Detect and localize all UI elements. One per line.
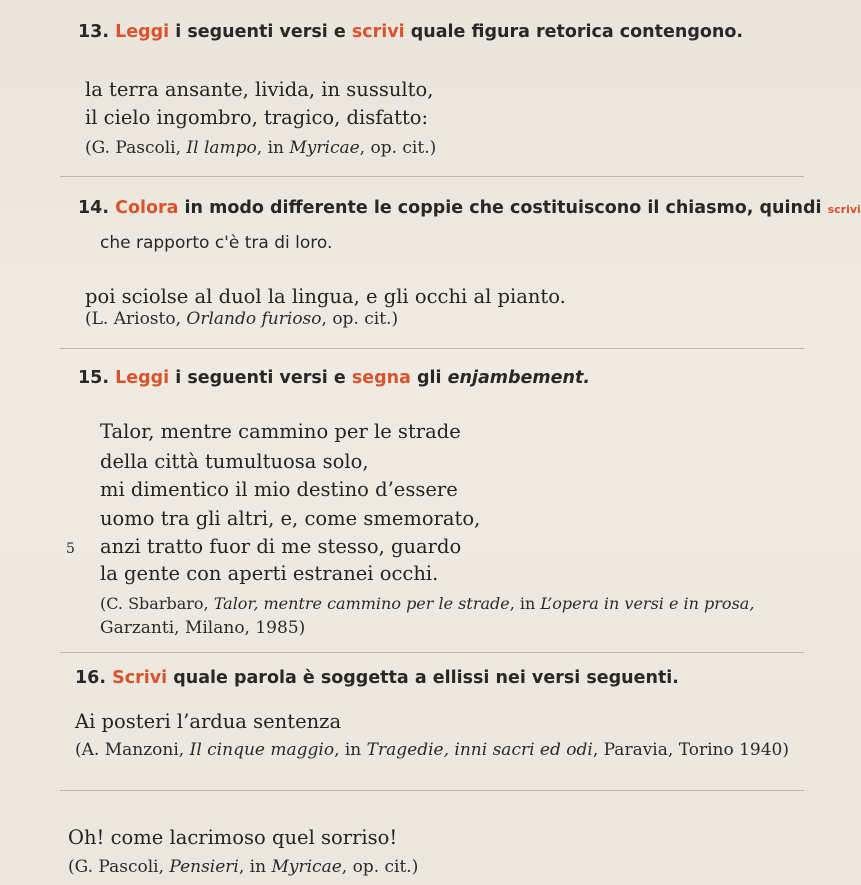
exercise-16-verb: Scrivi: [112, 668, 168, 688]
citation-title: Orlando furioso: [186, 309, 322, 329]
citation-end: , op. cit.): [341, 857, 419, 877]
exercise-15-verse-5: anzi tratto fuor di me stesso, guardo: [100, 535, 462, 558]
exercise-16-instruction: [75, 668, 679, 688]
exercise-15-verse-3: mi dimentico il mio destino d’essere: [100, 478, 458, 501]
exercise-15-text2: gli: [417, 368, 442, 388]
exercise-15-instruction: [78, 368, 590, 388]
citation-end: , op. cit.): [359, 138, 437, 158]
exercise-14-verse: poi sciolse al duol la lingua, e gli occhi al pianto.: [85, 285, 566, 308]
exercise-15-text: i seguenti versi e: [175, 368, 346, 388]
divider-13: [60, 176, 804, 177]
exercise-15-verb: Leggi: [115, 368, 170, 388]
citation-book: L’opera in versi e in prosa,: [540, 594, 755, 613]
exercise-13-verse-1: la terra ansante, livida, in sussulto,: [85, 78, 434, 101]
citation-author: (G. Pascoli,: [68, 857, 164, 877]
exercise-14-number: 14.: [78, 198, 110, 218]
exercise-15-verb2: segna: [351, 368, 411, 388]
line-number: 5: [66, 541, 75, 557]
citation-title: Il cinque maggio: [189, 740, 335, 760]
exercise-16-citation-1: [75, 740, 789, 760]
exercise-16-number: 16.: [75, 668, 107, 688]
exercise-13-verse-2: il cielo ingombro, tragico, disfatto:: [85, 106, 429, 129]
exercise-15-verse-1: Talor, mentre cammino per le strade: [100, 420, 461, 443]
exercise-13-verb: Leggi: [115, 22, 170, 42]
citation-book: Myricae: [289, 138, 360, 158]
exercise-15-citation-line2: Garzanti, Milano, 1985): [100, 618, 306, 638]
citation-title: Talor, mentre cammino per le strade: [213, 594, 510, 613]
divider-14: [60, 348, 804, 349]
exercise-16-verse-2: Oh! come lacrimoso quel sorriso!: [68, 826, 398, 849]
citation-author: (G. Pascoli,: [85, 138, 181, 158]
citation-book: Myricae: [271, 857, 342, 877]
citation-sep: , in: [238, 857, 267, 877]
exercise-13-citation: [85, 138, 436, 158]
citation-title: Pensieri: [169, 857, 239, 877]
citation-end: , Paravia, Torino 1940): [592, 740, 789, 760]
citation-book: Tragedie, inni sacri ed odi: [366, 740, 593, 760]
citation-author: (A. Manzoni,: [75, 740, 185, 760]
citation-end: , op. cit.): [321, 309, 399, 329]
exercise-14-text: in modo differente le coppie che costituiscono il chiasmo, quindi: [184, 198, 822, 218]
exercise-13-instruction: [78, 22, 743, 42]
exercise-16-verse-1: Ai posteri l’ardua sentenza: [75, 710, 342, 733]
exercise-14-citation: [85, 309, 398, 329]
citation-author: (L. Ariosto,: [85, 309, 181, 329]
exercise-14-instruction-line2: che rapporto c'è tra di loro.: [100, 233, 333, 253]
exercise-16-citation-2: [68, 857, 418, 877]
exercise-13-text2: quale figura retorica contengono.: [410, 22, 743, 42]
exercise-13-number: 13.: [78, 22, 110, 42]
exercise-16-text: quale parola è soggetta a ellissi nei versi seguenti.: [173, 668, 679, 688]
exercise-13-verb2: scrivi: [351, 22, 405, 42]
exercise-14-verb2: scrivi: [827, 203, 861, 216]
divider-15: [60, 652, 804, 653]
exercise-14-verb: Colora: [115, 198, 179, 218]
exercise-15-verse-4: uomo tra gli altri, e, come smemorato,: [100, 507, 481, 530]
citation-sep: , in: [509, 594, 536, 613]
exercise-15-citation: [100, 594, 754, 613]
citation-title: Il lampo: [186, 138, 257, 158]
exercise-13-text: i seguenti versi e: [175, 22, 346, 42]
exercise-14-instruction: [78, 198, 861, 218]
citation-sep: , in: [256, 138, 284, 158]
exercise-15-verse-6: la gente con aperti estranei occhi.: [100, 562, 439, 585]
exercise-15-term: enjambement.: [447, 368, 590, 388]
exercise-15-number: 15.: [78, 368, 110, 388]
exercise-15-verse-2: della città tumultuosa solo,: [100, 450, 369, 473]
citation-sep: , in: [334, 740, 362, 760]
citation-author: (C. Sbarbaro,: [100, 594, 209, 613]
divider-16: [60, 790, 804, 791]
